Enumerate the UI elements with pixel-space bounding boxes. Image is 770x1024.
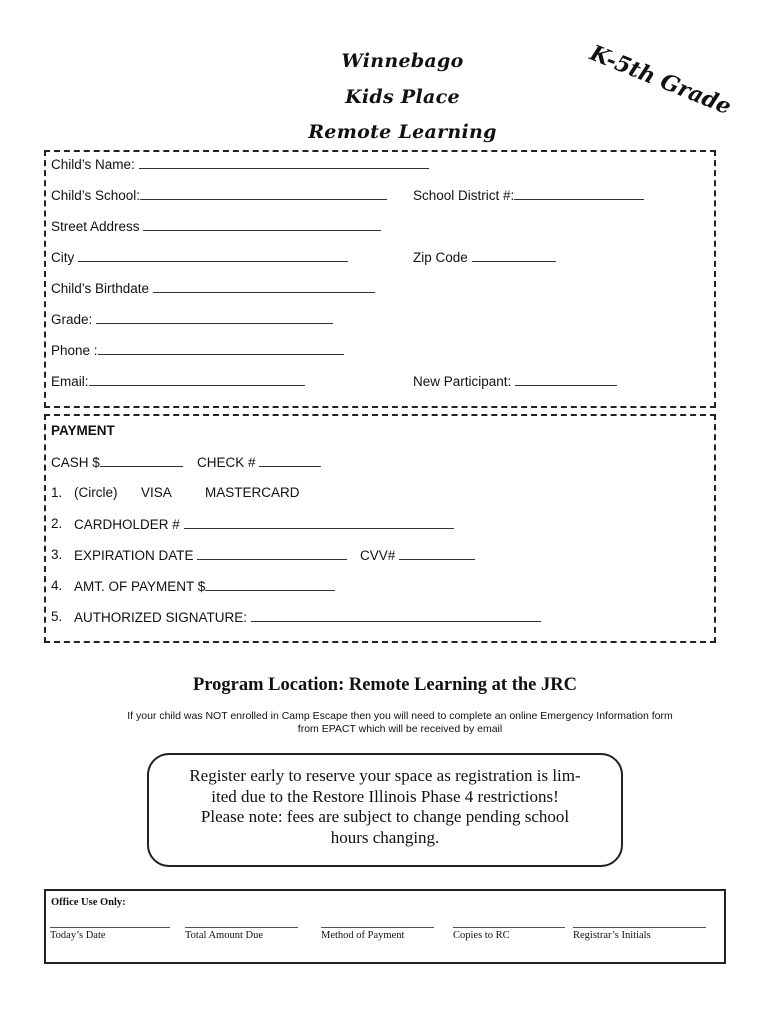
phone-line bbox=[98, 342, 344, 355]
note-line: from EPACT which will be received by email bbox=[297, 723, 503, 735]
expiration-date-line bbox=[197, 547, 347, 560]
cash-field[interactable] bbox=[51, 454, 183, 470]
birthdate-field[interactable] bbox=[51, 280, 375, 296]
school-district-field[interactable] bbox=[413, 187, 644, 203]
note-line: If your child was NOT enrolled in Camp Escape then you will need to complete an online Emergency Information form bbox=[127, 710, 673, 722]
payment-item-1 bbox=[51, 485, 62, 500]
payment-item-2 bbox=[51, 516, 62, 531]
payment-heading: PAYMENT bbox=[51, 423, 115, 438]
signature-label: AUTHORIZED SIGNATURE: bbox=[74, 610, 248, 625]
cardholder-label: CARDHOLDER # bbox=[74, 517, 180, 532]
check-field[interactable] bbox=[197, 454, 321, 470]
new-participant-field[interactable] bbox=[413, 373, 617, 389]
city-line bbox=[78, 249, 348, 262]
office-use-title: Office Use Only: bbox=[51, 897, 126, 908]
email-line bbox=[89, 373, 305, 386]
phone-field[interactable] bbox=[51, 342, 344, 358]
grade-label: Grade: bbox=[51, 312, 93, 327]
check-line bbox=[259, 454, 321, 467]
item-number: 5. bbox=[51, 609, 63, 624]
cardholder-line bbox=[184, 516, 454, 529]
mastercard-option[interactable]: MASTERCARD bbox=[205, 485, 300, 500]
check-label: CHECK # bbox=[197, 455, 256, 470]
school-district-label: School District #: bbox=[413, 188, 515, 203]
street-address-field[interactable] bbox=[51, 218, 381, 234]
birthdate-label: Child’s Birthdate bbox=[51, 281, 150, 296]
child-name-field[interactable] bbox=[51, 156, 429, 172]
notice-line: Register early to reserve your space as registration is lim- bbox=[189, 766, 581, 785]
zip-code-line bbox=[472, 249, 556, 262]
payment-item-4 bbox=[51, 578, 62, 593]
city-label: City bbox=[51, 250, 75, 265]
email-field[interactable] bbox=[51, 373, 305, 389]
notice-line: Please note: fees are subject to change pending school bbox=[200, 807, 570, 826]
signature-line bbox=[251, 609, 541, 622]
email-label: Email: bbox=[51, 374, 89, 389]
cash-label: CASH $ bbox=[51, 455, 100, 470]
cvv-field[interactable] bbox=[360, 547, 475, 563]
school-district-line bbox=[514, 187, 644, 200]
visa-option[interactable]: VISA bbox=[141, 485, 172, 500]
payment-item-5 bbox=[51, 609, 62, 624]
amount-field[interactable] bbox=[74, 578, 335, 594]
zip-code-field[interactable] bbox=[413, 249, 556, 265]
registrar-initials-column: Registrar’s Initials bbox=[573, 927, 706, 941]
notice-line: ited due to the Restore Illinois Phase 4 restrictions! bbox=[211, 786, 559, 806]
child-school-line bbox=[140, 187, 387, 200]
total-amount-column: Total Amount Due bbox=[185, 927, 298, 941]
program-location-heading: Program Location: Remote Learning at the JRC bbox=[193, 675, 577, 695]
new-participant-label: New Participant: bbox=[413, 374, 512, 389]
cash-line bbox=[100, 454, 183, 467]
item-number: 4. bbox=[51, 578, 63, 593]
city-field[interactable] bbox=[51, 249, 348, 265]
circle-instruction: (Circle) bbox=[74, 485, 118, 500]
title-organization: Winnebago bbox=[341, 50, 464, 72]
grade-line bbox=[96, 311, 333, 324]
method-of-payment-column: Method of Payment bbox=[321, 927, 434, 941]
item-number: 1. bbox=[51, 485, 63, 500]
child-name-label: Child’s Name: bbox=[51, 157, 135, 172]
grade-field[interactable] bbox=[51, 311, 333, 327]
item-number: 3. bbox=[51, 547, 63, 562]
grade-badge: K-5th Grade bbox=[586, 40, 735, 121]
cvv-label: CVV# bbox=[360, 548, 396, 563]
notice-line: hours changing. bbox=[330, 827, 440, 847]
todays-date-column: Today’s Date bbox=[50, 927, 170, 941]
new-participant-line bbox=[515, 373, 617, 386]
expiration-date-label: EXPIRATION DATE bbox=[74, 548, 194, 563]
registration-notice bbox=[147, 753, 623, 867]
phone-label: Phone : bbox=[51, 343, 98, 358]
cvv-line bbox=[399, 547, 475, 560]
amount-label: AMT. OF PAYMENT $ bbox=[74, 579, 206, 594]
title-program: Kids Place bbox=[345, 86, 460, 108]
child-school-label: Child’s School: bbox=[51, 188, 141, 203]
birthdate-line bbox=[153, 280, 375, 293]
emergency-info-note bbox=[50, 710, 750, 736]
office-use-box bbox=[44, 889, 726, 964]
signature-field[interactable] bbox=[74, 609, 541, 625]
child-school-field[interactable] bbox=[51, 187, 387, 203]
copies-to-rc-column: Copies to RC bbox=[453, 927, 565, 941]
street-address-line bbox=[143, 218, 381, 231]
title-subprogram: Remote Learning bbox=[308, 121, 497, 143]
child-name-line bbox=[139, 156, 429, 169]
amount-line bbox=[205, 578, 335, 591]
cardholder-field[interactable] bbox=[74, 516, 454, 532]
zip-code-label: Zip Code bbox=[413, 250, 468, 265]
item-number: 2. bbox=[51, 516, 63, 531]
payment-item-3 bbox=[51, 547, 62, 562]
expiration-date-field[interactable] bbox=[74, 547, 347, 563]
street-address-label: Street Address bbox=[51, 219, 140, 234]
